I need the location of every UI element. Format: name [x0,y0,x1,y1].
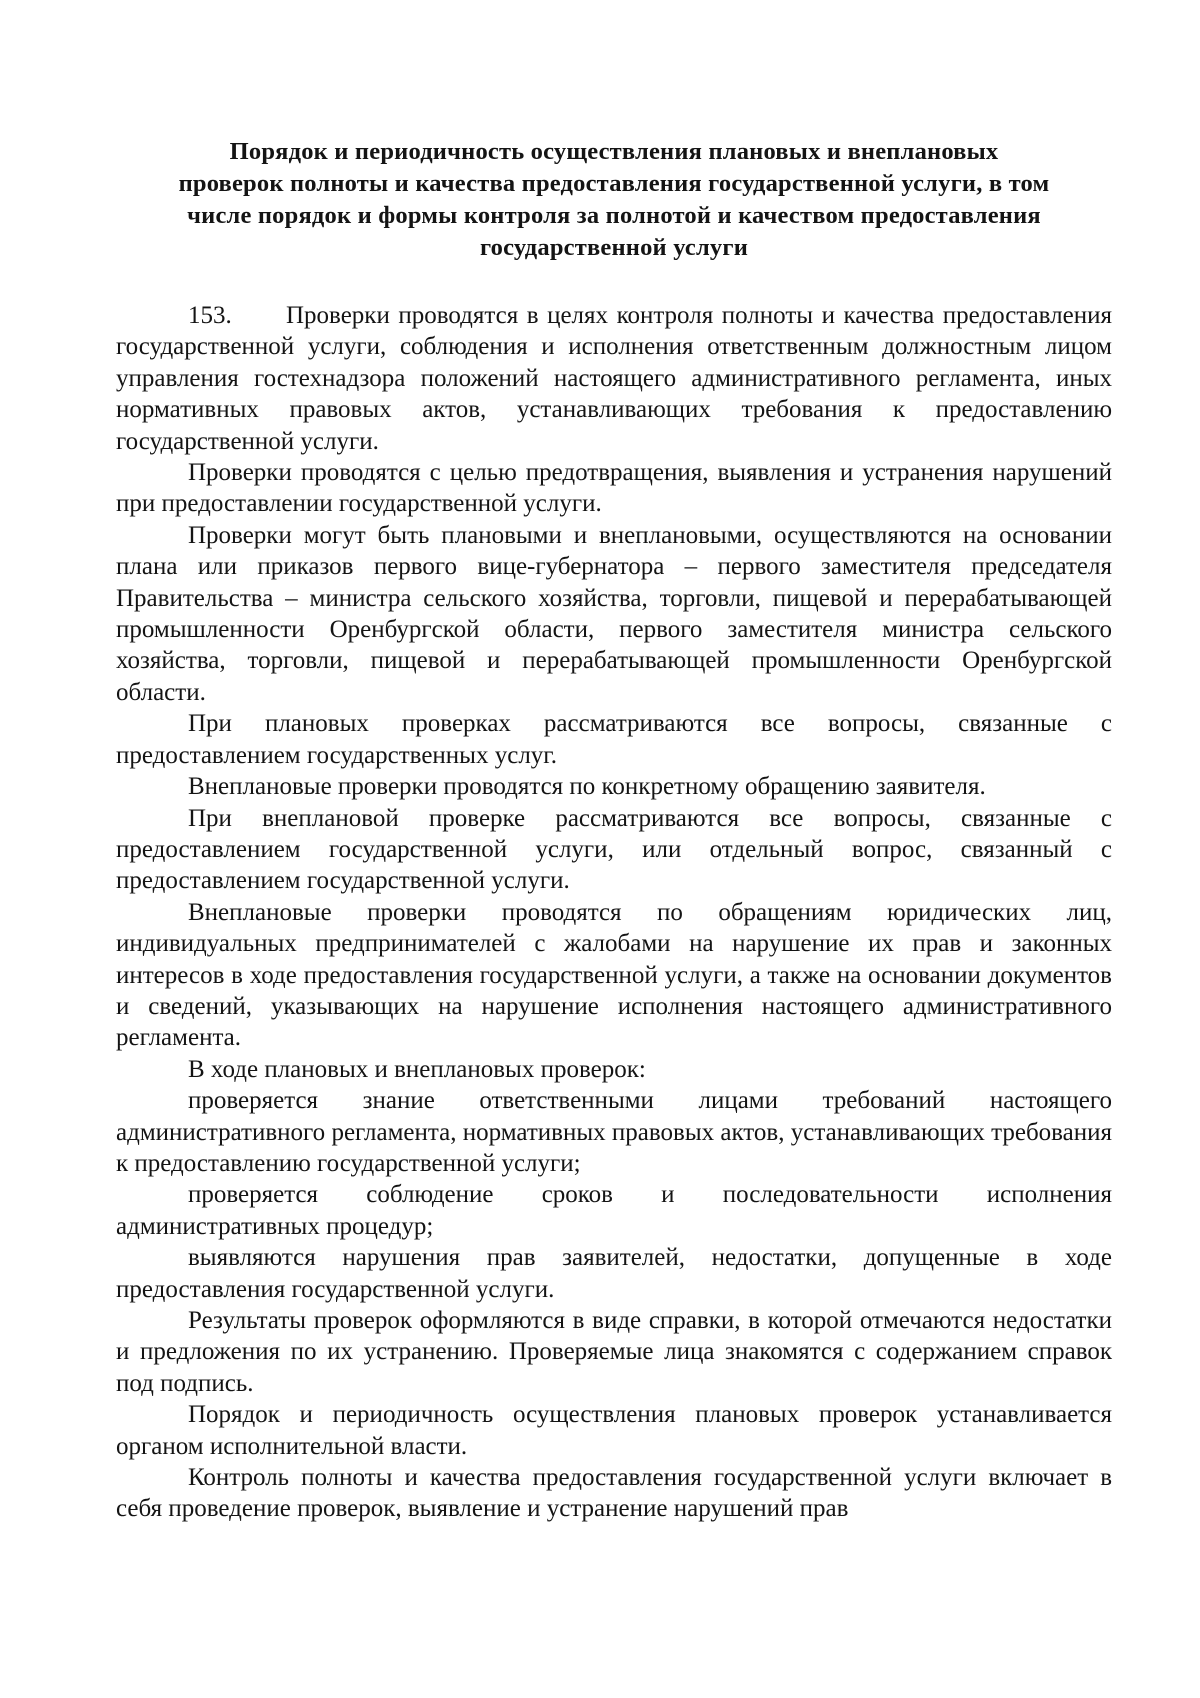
paragraph: Внеплановые проверки проводятся по обращениям юридических лиц, индивидуальных предпринимателей с жалобами на нарушение их прав и законных интересов в ходе предоставления государственной услуги, а также на основании документов и сведений, указывающих на нарушение исполнения настоящего административного регламента. [116,898,1112,1052]
paragraph-text: Проверки проводятся в целях контроля полноты и качества предоставления государственной услуги, соблюдения и исполнения ответственным должностным лицом управления гостехнадзора положений настоящего административного регламента, иных нормативных правовых актов, устанавливающих требования к предоставлению государственной услуги. [116,302,1112,455]
paragraph: При внеплановой проверке рассматриваются все вопросы, связанные с предоставлением государственной услуги, или отдельный вопрос, связанный с предоставлением государственной услуги. [116,804,1112,895]
paragraph: Результаты проверок оформляются в виде справки, в которой отмечаются недостатки и предложения по их устранению. Проверяемые лица знакомятся с содержанием справок под подпись. [116,1307,1112,1397]
body-text [116,300,1112,1525]
list-item: проверяется знание ответственными лицами требований настоящего административного регламента, нормативных правовых актов, устанавливающих требования к предоставлению государственной услуги; [116,1087,1112,1177]
paragraph: Проверки могут быть плановыми и внеплановыми, осуществляются на основании плана или приказов первого вице-губернатора – первого заместителя председателя Правительства – министра сельского хозяйства, торговли, пищевой и перерабатывающей промышленности Оренбургской области, первого заместителя министра сельского хозяйства, торговли, пищевой и перерабатывающей промышленности Оренбургской области. [116,521,1112,706]
paragraph: При плановых проверках рассматриваются все вопросы, связанные с предоставлением государственных услуг. [116,710,1112,769]
heading-line: Порядок и периодичность осуществления плановых и внеплановых [229,138,999,165]
paragraph: В ходе плановых и внеплановых проверок: [188,1055,646,1083]
paragraph-153 [116,300,1112,457]
paragraph: Порядок и периодичность осуществления плановых проверок устанавливается органом исполнительной власти. [116,1401,1112,1460]
section-heading [116,136,1112,264]
heading-line: государственной услуги [479,234,749,261]
heading-line: проверок полноты и качества предоставления государственной услуги, в том [178,170,1050,197]
paragraph: Внеплановые проверки проводятся по конкретному обращению заявителя. [188,773,986,801]
list-item: проверяется соблюдение сроков и последовательности исполнения административных процедур; [116,1181,1112,1240]
paragraph: Контроль полноты и качества предоставления государственной услуги включает в себя проведение проверок, выявление и устранение нарушений прав [116,1464,1112,1523]
paragraph-number: 153. [188,302,232,329]
list-item: выявляются нарушения прав заявителей, недостатки, допущенные в ходе предоставления государственной услуги. [116,1244,1112,1303]
heading-line: числе порядок и формы контроля за полнотой и качеством предоставления [187,202,1041,229]
paragraph: Проверки проводятся с целью предотвращения, выявления и устранения нарушений при предоставлении государственной услуги. [116,459,1112,518]
